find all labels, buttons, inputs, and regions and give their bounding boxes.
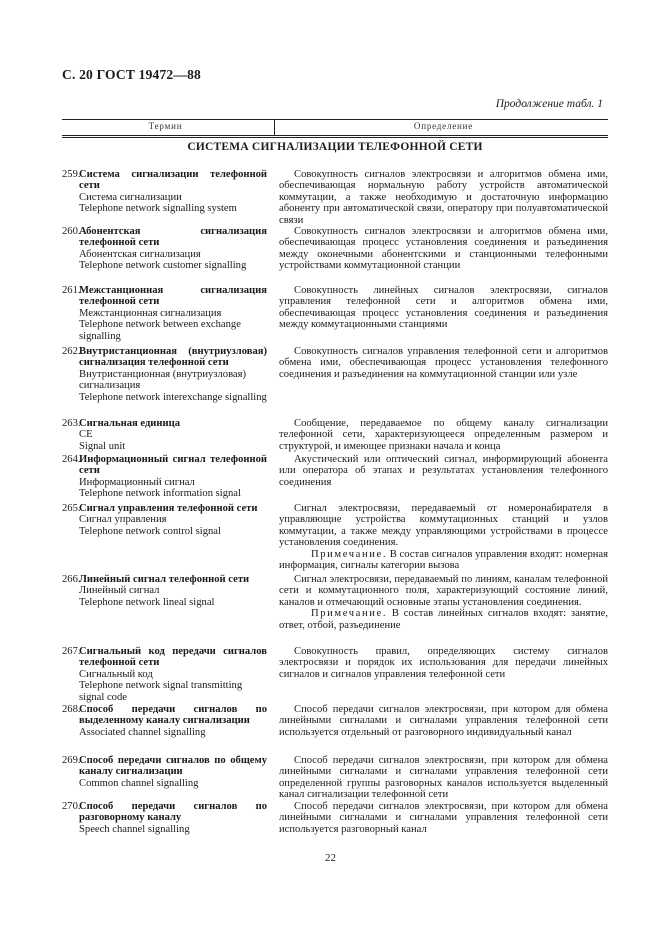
term-name: Абонентская сигнализация телефонной сети — [79, 226, 267, 249]
definition-cell — [279, 755, 608, 801]
definition-text: Совокупность сигналов электросвязи и алгоритмов обмена ими, обеспечивающая нормальную работу устройств автоматической коммутации, а также необходимую и достаточную информацию абоненту при автоматической связи, оператору при полуавтоматической связи — [279, 169, 608, 226]
term-english: Telephone network interexchange signalling — [79, 391, 267, 403]
term-cell — [62, 646, 267, 703]
definition-text: Сигнал электросвязи, передаваемый от номеронабирателя в управляющие устройства коммутационных станций и узлов коммутации, а также между управляющими устройствами в процессе установления соединения. — [279, 503, 608, 549]
term-number: 263. — [62, 418, 81, 429]
definition-cell — [279, 574, 608, 631]
note-label: Примечание. — [311, 548, 388, 560]
definition-cell — [279, 226, 608, 272]
term-number: 267. — [62, 646, 81, 657]
term-name: Информационный сигнал телефонной сети — [79, 454, 267, 477]
term-number: 261. — [62, 285, 81, 296]
term-english: Telephone network lineal signal — [79, 596, 215, 608]
term-number: 269. — [62, 755, 81, 766]
term-number: 259. — [62, 169, 81, 180]
definition-cell — [279, 801, 608, 835]
term-english: Telephone network between exchange signalling — [79, 319, 241, 342]
note-text: В состав линейных сигналов входят: занятие, ответ, отбой, разъединение — [279, 608, 608, 631]
definition-cell — [279, 346, 608, 380]
table-top-rule — [62, 119, 608, 120]
definition-cell — [279, 418, 608, 452]
term-cell — [62, 418, 267, 452]
section-title: СИСТЕМА СИГНАЛИЗАЦИИ ТЕЛЕФОННОЙ СЕТИ — [187, 141, 483, 153]
note-text: В состав сигналов управления входят: номерная информация, сигналы категории вызова — [279, 548, 608, 572]
term-cell — [62, 169, 267, 215]
definition-note — [279, 608, 608, 631]
page-header: С. 20 ГОСТ 19472—88 — [62, 67, 201, 82]
term-short-name: Межстанционная сигнализация — [79, 307, 222, 319]
term-name: Внутристанционная (внутриузловая) сигнализация телефонной сети — [79, 346, 267, 369]
term-number: 265. — [62, 503, 81, 514]
definition-cell — [279, 285, 608, 331]
term-english: Speech channel signalling — [79, 823, 190, 835]
definition-text: Сигнал электросвязи, передаваемый по линиям, каналам телефонной сети и коммутационного поля, характеризующий состояние линий, каналов и отмечающий основные этапы установления соединения. — [279, 574, 608, 608]
term-name: Сигнал управления телефонной сети — [79, 503, 258, 514]
term-cell — [62, 755, 267, 789]
term-cell — [62, 704, 267, 738]
term-cell — [62, 574, 267, 608]
definition-text: Способ передачи сигналов электросвязи, при котором для обмена линейными сигналами и сигналами управления телефонной сети определенной группы разговорных каналов используется выделенный канал сигнализации телефонной сети — [279, 755, 608, 801]
term-name: Межстанционная сигнализация телефонной сети — [79, 285, 267, 308]
term-name: Способ передачи сигналов по общему каналу сигнализации — [79, 755, 267, 778]
term-cell — [62, 226, 267, 272]
term-name: Сигнальная единица — [79, 418, 181, 429]
term-short-name: Сигнальный код — [79, 668, 153, 680]
definition-text: Совокупность правил, определяющих систему сигналов электросвязи и порядок их использования для передачи линейных сигналов и сигналов управления телефонной сети — [279, 646, 608, 680]
term-english: Telephone network signal transmitting signal code — [79, 680, 243, 703]
column-header-definition: Определение — [413, 121, 474, 131]
term-name: Сигнальный код передачи сигналов телефонной сети — [79, 646, 267, 669]
definition-cell — [279, 704, 608, 738]
definition-text: Акустический или оптический сигнал, информирующий абонента или оператора об этапах и результатах установления телефонного соединения — [279, 454, 608, 488]
term-cell — [62, 503, 267, 537]
term-short-name: Линейный сигнал — [79, 585, 160, 597]
definition-note — [279, 549, 608, 572]
term-short-name: Абонентская сигнализация — [79, 248, 201, 260]
term-number: 270. — [62, 801, 81, 812]
note-label: Примечание. — [311, 608, 388, 620]
definition-text: Сообщение, передаваемое по общему каналу сигнализации телефонной сети, характеризующееся определенным размером и структурой, и имеющее признаки начала и конца — [279, 418, 608, 452]
definition-text: Совокупность сигналов электросвязи и алгоритмов обмена ими, обеспечивающая процесс установления соединения и разъединения между оконечными абонентскими и станционными телефонными устройствами коммутационной станции — [279, 226, 608, 272]
term-number: 264. — [62, 454, 81, 465]
term-english: Common channel signalling — [79, 777, 199, 789]
term-short-name: Информационный сигнал — [79, 476, 195, 488]
definition-cell — [279, 503, 608, 571]
term-number: 260. — [62, 226, 81, 237]
column-separator — [274, 119, 275, 135]
header-bottom-rule — [62, 135, 608, 136]
term-number: 268. — [62, 704, 81, 715]
term-name: Способ передачи сигналов по разговорному каналу — [79, 801, 267, 824]
definition-cell — [279, 646, 608, 680]
term-cell — [62, 801, 267, 835]
term-english: Telephone network control signal — [79, 525, 221, 537]
term-name: Способ передачи сигналов по выделенному каналу сигнализации — [79, 704, 267, 727]
definition-text: Совокупность сигналов управления телефонной сети и алгоритмов обмена ими, обеспечивающая процесс установления телефонного соединения и разъединения на коммутационной станции или узле — [279, 346, 608, 380]
term-number: 262. — [62, 346, 81, 357]
term-english: Signal unit — [79, 440, 126, 452]
definition-text: Способ передачи сигналов электросвязи, при котором для обмена линейными сигналами и сигналами управления телефонной сети используется разговорный канал — [279, 801, 608, 835]
term-short-name: Внутристанционная (внутриузловая) сигнализация — [79, 368, 247, 392]
term-cell — [62, 285, 267, 342]
table-continuation-label: Продолжение табл. 1 — [495, 98, 603, 110]
term-short-name: Система сигнализации — [79, 191, 182, 203]
definition-cell — [279, 169, 608, 226]
term-english: Associated channel signalling — [79, 726, 206, 738]
term-number: 266. — [62, 574, 81, 585]
page-number: 22 — [325, 852, 336, 864]
term-english: Telephone network information signal — [79, 488, 241, 500]
column-header-term: Термин — [148, 121, 183, 131]
definition-text: Совокупность линейных сигналов электросвязи, сигналов управления телефонной сети и алгоритмов обмена ими, обеспечивающая процесс установления соединения и разъединения между коммутационными станциями — [279, 285, 608, 331]
term-name: Система сигнализации телефонной сети — [79, 169, 267, 192]
term-cell — [62, 346, 267, 403]
term-english: Telephone network customer signalling — [79, 260, 247, 272]
term-cell — [62, 454, 267, 500]
term-short-name: Сигнал управления — [79, 514, 167, 526]
header-double-rule — [62, 137, 608, 138]
term-english: Telephone network signalling system — [79, 203, 237, 215]
term-short-name: СЕ — [79, 429, 93, 441]
term-name: Линейный сигнал телефонной сети — [79, 574, 250, 585]
definition-text: Способ передачи сигналов электросвязи, при котором для обмена линейными сигналами и сигналами управления телефонной сети используется отдельный от разговорного индивидуальный канал — [279, 704, 608, 738]
definition-cell — [279, 454, 608, 488]
